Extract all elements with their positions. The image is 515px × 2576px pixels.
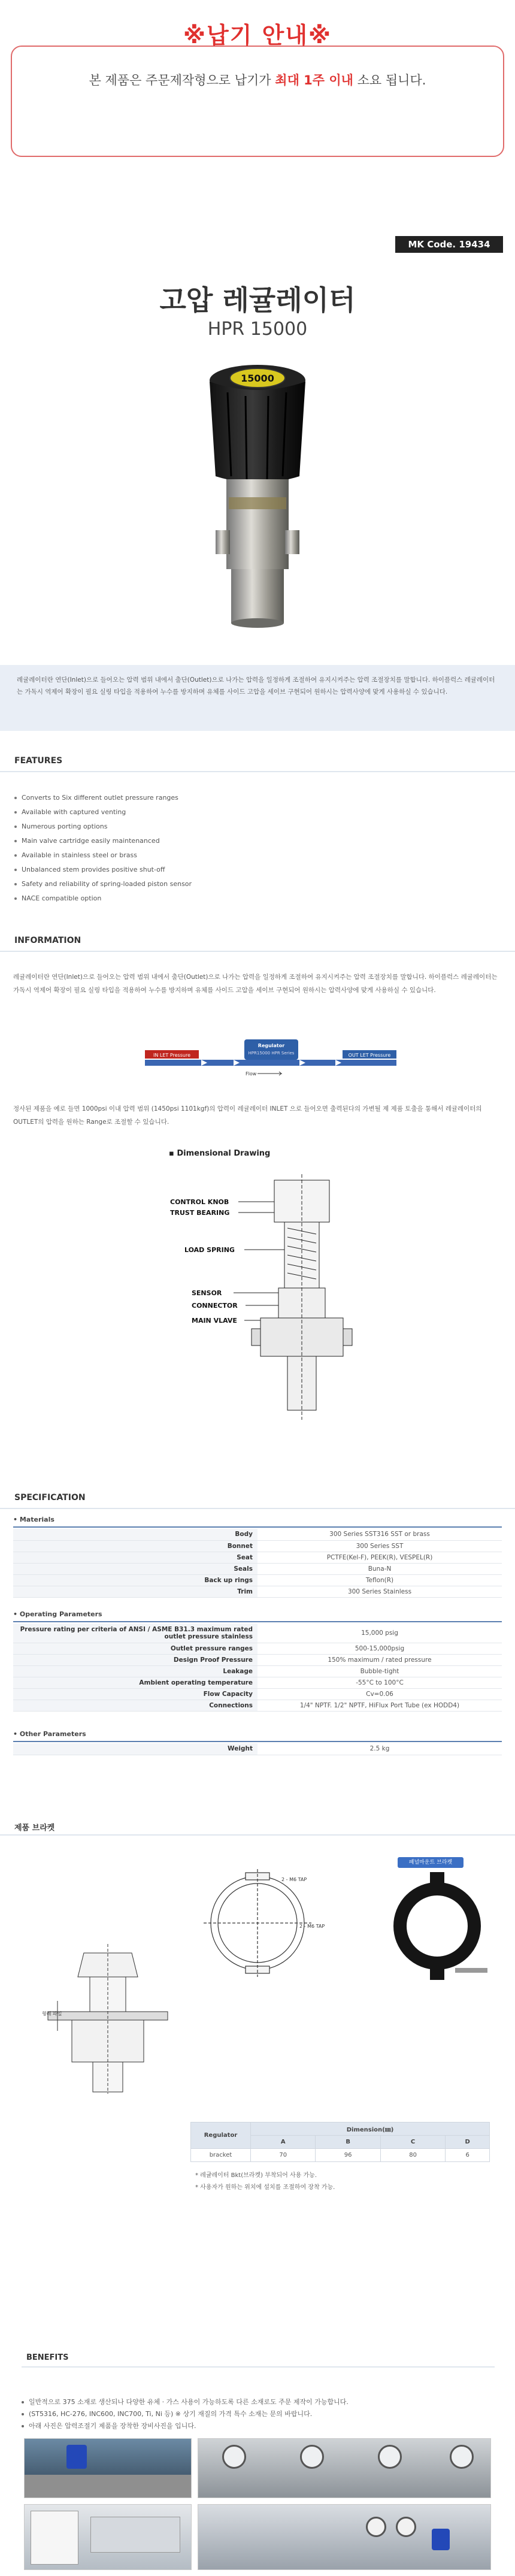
tap-label: 2 - M6 TAP bbox=[281, 1877, 307, 1882]
table-row: Leakage Bubble-tight bbox=[13, 1665, 502, 1677]
table-header: A bbox=[251, 2136, 316, 2149]
drawing-label: CONNECTOR bbox=[192, 1302, 238, 1310]
equipment-photo bbox=[198, 2504, 491, 2570]
mk-code-badge: MK Code. 19434 bbox=[395, 236, 503, 253]
equipment-photo bbox=[24, 2438, 192, 2498]
drawing-label: LOAD SPRING bbox=[184, 1246, 235, 1254]
drawing-label: MAIN VLAVE bbox=[192, 1317, 237, 1325]
list-item: Converts to Six different outlet pressure ranges bbox=[13, 791, 325, 805]
table-header: C bbox=[380, 2136, 445, 2149]
flow-label: Flow bbox=[246, 1071, 257, 1077]
bracket-top-view bbox=[192, 1857, 335, 1989]
bracket-side-view bbox=[36, 1941, 180, 2097]
table-row: bracket 70 96 80 6 bbox=[191, 2149, 490, 2162]
product-title: 고압 레귤레이터 bbox=[159, 284, 356, 316]
drawing-label: CONTROL KNOB bbox=[170, 1198, 229, 1206]
operating-table bbox=[13, 1623, 502, 1712]
benefits-divider bbox=[22, 2366, 495, 2368]
table-row: Bonnet 300 Series SST bbox=[13, 1540, 502, 1552]
specification-divider bbox=[0, 1508, 515, 1509]
equipment-photo bbox=[24, 2504, 192, 2570]
table-row: Ambient operating temperature -55°C to 100°C bbox=[13, 1677, 502, 1688]
bracket-note: * 사용자가 원하는 위치에 설치를 조절하여 장착 가능. bbox=[195, 2184, 335, 2191]
materials-title: • Materials bbox=[13, 1516, 54, 1523]
other-rule bbox=[13, 1741, 502, 1742]
bracket-dimension-table bbox=[190, 2122, 490, 2162]
table-row: Weight 2.5 kg bbox=[13, 1743, 502, 1755]
information-text-2: 정사된 제품을 예로 들면 1000psi 이내 압력 범위 (1450psi 1101kgf)의 압력이 레귤레이터 INLET 으로 들어오면 출력된다의 가변될 제 제품 토출을 통해서 레귤레이터의 OUTLET의 압력을 원하는 Range로 조절할 수 있습니다. bbox=[13, 1105, 482, 1126]
list-item: Main valve cartridge easily maintenanced bbox=[13, 834, 325, 848]
specification-heading: SPECIFICATION bbox=[14, 1493, 86, 1502]
table-row: Flow Capacity Cv=0.06 bbox=[13, 1688, 502, 1700]
bracket-divider bbox=[0, 1834, 515, 1836]
list-item: Available in stainless steel or brass bbox=[13, 848, 325, 863]
table-row: Back up rings Teflon(R) bbox=[13, 1574, 502, 1586]
information-divider bbox=[0, 951, 515, 952]
notice-body: 본 제품은 주문제작형으로 납기가 최대 1주 이내 소요 됩니다. bbox=[89, 73, 426, 87]
inlet-label: IN LET Pressure bbox=[153, 1053, 190, 1058]
features-divider bbox=[0, 771, 515, 772]
operating-rule bbox=[13, 1621, 502, 1622]
dimensional-drawing bbox=[168, 1168, 383, 1444]
list-item: 일반적으로 375 소재로 생산되나 다양한 유체 · 가스 사용이 가능하도록 다른 소재로도 주문 제작이 가능합니다. bbox=[22, 2396, 501, 2408]
table-row: Seat PCTFE(Kel-F), PEEK(R), VESPEL(R) bbox=[13, 1552, 502, 1563]
delivery-notice-box bbox=[11, 46, 504, 157]
features-list bbox=[13, 791, 325, 906]
table-row: Design Proof Pressure 150% maximum / rated pressure bbox=[13, 1654, 502, 1665]
other-table bbox=[13, 1743, 502, 1755]
tap-label: 2 - M6 TAP bbox=[299, 1924, 325, 1929]
drawing-label: SENSOR bbox=[192, 1289, 222, 1297]
cap-label: 15000 bbox=[241, 373, 274, 384]
bracket-heading: 제품 브라켓 bbox=[14, 1824, 55, 1833]
notice-highlight: 최대 1주 이내 bbox=[275, 73, 353, 87]
other-title: • Other Parameters bbox=[13, 1730, 86, 1738]
regulator-label: Regulator bbox=[258, 1043, 285, 1048]
table-row: Trim 300 Series Stainless bbox=[13, 1586, 502, 1597]
information-heading: INFORMATION bbox=[14, 936, 81, 945]
list-item: 아래 사진은 압력조절기 제품을 장착한 장비사진을 입니다. bbox=[22, 2420, 501, 2432]
table-header: Dimension(㎜) bbox=[251, 2123, 490, 2136]
table-row: Connections 1/4" NPTF. 1/2" NPTF, HiFlux Port Tube (ex HODD4) bbox=[13, 1700, 502, 1711]
table-header: D bbox=[446, 2136, 490, 2149]
flow-diagram bbox=[144, 1027, 401, 1087]
materials-table bbox=[13, 1529, 502, 1598]
information-text: 레귤레이터란 연단(Inlet)으로 들어오는 압력 범위 내에서 출단(Outlet)으로 나가는 압력을 일정하게 조절하여 유지시켜주는 압력 조절장치를 말합니다. 하이플럭스 레귤레이터는 가독시 역제어 확장이 필요 실링 타입을 적용하여 누수를 방지하며 유체를 사이드 고압을 세이브 구현되어 원하시는 압력사양에 맞게 사용하실 수 있습니다. bbox=[13, 973, 498, 994]
list-item: Numerous porting options bbox=[13, 820, 325, 834]
outlet-label: OUT LET Pressure bbox=[348, 1053, 391, 1058]
features-heading: FEATURES bbox=[14, 756, 63, 766]
list-item: (ST5316, HC-276, INC600, INC700, Ti, Ni 등) ※ 상기 재질의 가격 특수 소재는 문의 바랍니다. bbox=[22, 2408, 501, 2420]
table-row: Outlet pressure ranges 500-15,000psig bbox=[13, 1643, 502, 1654]
benefits-list bbox=[22, 2396, 501, 2432]
flow-arrow-icon bbox=[258, 1072, 281, 1075]
side-label: 형레 파일 bbox=[42, 2011, 62, 2016]
bracket-mount-badge: 패널마운트 브라켓 bbox=[398, 1857, 463, 1868]
drawing-title: ▪ Dimensional Drawing bbox=[169, 1149, 271, 1158]
bracket-photo bbox=[383, 1872, 491, 1986]
description-text: 레귤레이터란 연단(Inlet)으로 들어오는 압력 범위 내에서 출단(Outlet)으로 나가는 압력을 일정하게 조절하여 유지시켜주는 압력 조절장치를 말합니다. 하이플럭스 레귤레이터는 가독시 역제어 확장이 필요 실링 타입을 적용하여 누수를 방지하며 유체를 사이드 고압을 세이브 구현되어 원하시는 압력사양에 맞게 사용하실 수 있습니다. bbox=[17, 676, 495, 696]
table-row: Pressure rating per criteria of ANSI / ASME B31.3 maximum rated outlet pressure stainless 15,000 psig bbox=[13, 1623, 502, 1643]
table-header: B bbox=[316, 2136, 380, 2149]
table-header: Regulator bbox=[191, 2123, 251, 2149]
table-row: Body 300 Series SST316 SST or brass bbox=[13, 1529, 502, 1540]
table-row: Seals Buna-N bbox=[13, 1563, 502, 1574]
list-item: Available with captured venting bbox=[13, 805, 325, 820]
notice-title: ※납기 안내※ bbox=[183, 22, 332, 49]
list-item: Safety and reliability of spring-loaded piston sensor bbox=[13, 877, 325, 891]
equipment-photo bbox=[198, 2438, 491, 2498]
list-item: NACE compatible option bbox=[13, 891, 325, 906]
drawing-label: TRUST BEARING bbox=[170, 1209, 230, 1217]
materials-rule bbox=[13, 1526, 502, 1528]
list-item: Unbalanced stem provides positive shut-off bbox=[13, 863, 325, 877]
regulator-product-image bbox=[192, 356, 323, 644]
regulator-sub-label: HPR15000 HPR Series bbox=[248, 1051, 295, 1056]
operating-title: • Operating Parameters bbox=[13, 1610, 102, 1618]
bracket-note: * 레귤레이터 Bkt(브라켓) 부착되어 사용 가능. bbox=[195, 2172, 317, 2179]
product-model: HPR 15000 bbox=[207, 319, 308, 340]
benefits-heading: BENEFITS bbox=[26, 2353, 69, 2362]
